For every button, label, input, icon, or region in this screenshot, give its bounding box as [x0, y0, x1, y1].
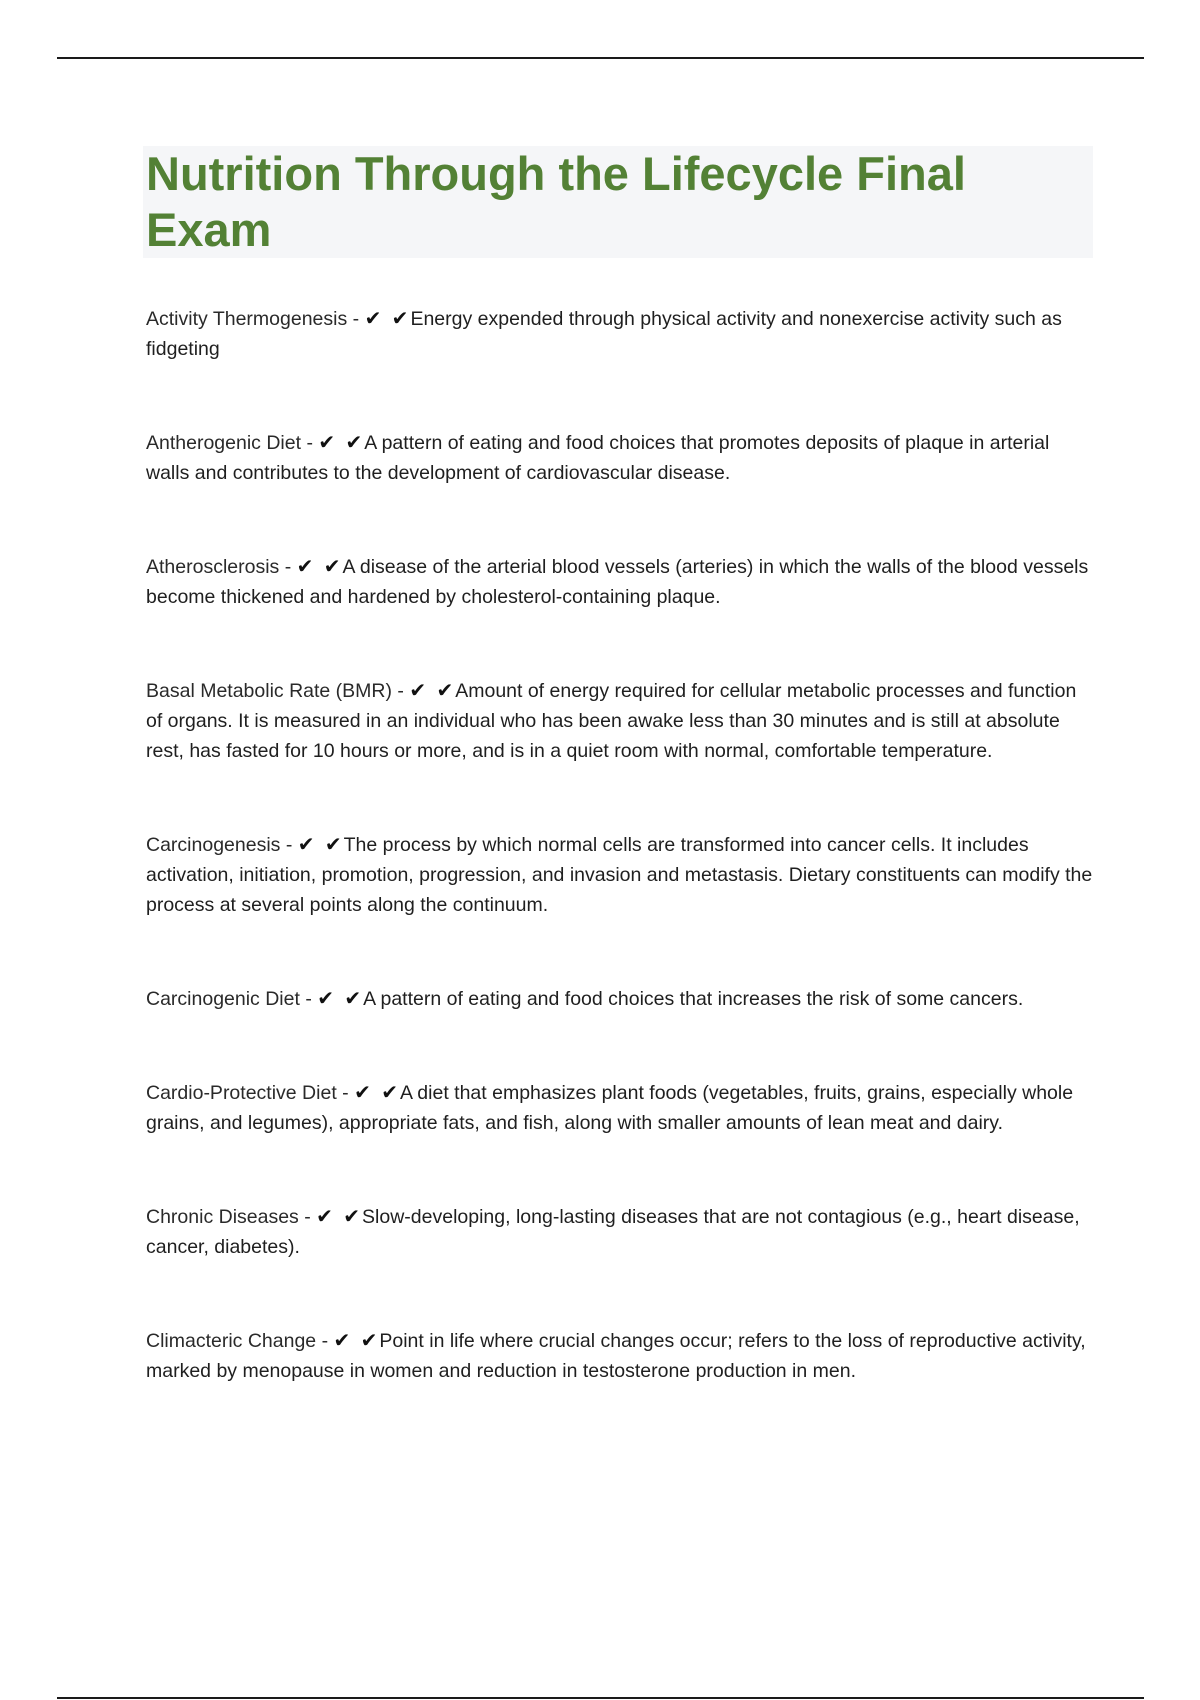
entry-definition: Amount of energy required for cellular metabolic processes and function of organs. It is measured in an individual who has been awake less than 30 minutes and is still at absolute rest, has fasted for 10 hours or more, and is in a quiet room with normal, comfortable temperature.	[146, 680, 1077, 762]
entry-separator: -	[305, 988, 312, 1010]
glossary-list	[146, 303, 1096, 1386]
double-check-icon: ✔ ✔	[316, 1204, 363, 1228]
glossary-entry	[146, 983, 1096, 1014]
glossary-entry	[146, 829, 1096, 920]
top-rule	[57, 57, 1144, 59]
glossary-entry	[146, 551, 1096, 612]
entry-separator: -	[284, 556, 292, 578]
entry-term: Climacteric Change	[146, 1330, 317, 1352]
glossary-entry	[146, 1201, 1096, 1262]
double-check-icon: ✔ ✔	[354, 1080, 400, 1104]
glossary-entry	[146, 427, 1096, 488]
double-check-icon: ✔ ✔	[296, 554, 343, 578]
entry-term: Cardio-Protective Diet	[146, 1082, 337, 1104]
entry-term: Chronic Diseases	[146, 1206, 299, 1228]
entry-definition: A pattern of eating and food choices that increases the risk of some cancers.	[363, 988, 1024, 1010]
entry-term: Carcinogenesis	[146, 834, 281, 856]
entry-term: Activity Thermogenesis	[146, 308, 348, 330]
entry-definition: The process by which normal cells are transformed into cancer cells. It includes activation, initiation, promotion, progression, and invasion and metastasis. Dietary constituents can modify the process at several points along the continuum.	[146, 834, 1093, 916]
double-check-icon: ✔ ✔	[318, 430, 365, 454]
entry-definition: A pattern of eating and food choices that promotes deposits of plaque in arterial walls and contributes to the development of cardiovascular disease.	[146, 432, 1050, 484]
double-check-icon: ✔ ✔	[409, 678, 456, 702]
entry-term: Basal Metabolic Rate (BMR)	[146, 680, 392, 702]
glossary-entry	[146, 303, 1096, 364]
entry-definition: A diet that emphasizes plant foods (vegetables, fruits, grains, especially whole grains, and legumes), appropriate fats, and fish, along with smaller amounts of lean meat and dairy.	[146, 1082, 1074, 1134]
entry-separator: -	[306, 432, 313, 454]
glossary-entry	[146, 675, 1096, 766]
entry-separator: -	[397, 680, 404, 702]
page-title: Nutrition Through the Lifecycle Final Exam	[146, 147, 966, 256]
double-check-icon: ✔ ✔	[364, 306, 411, 330]
entry-separator: -	[342, 1082, 349, 1104]
entry-definition: Point in life where crucial changes occur; refers to the loss of reproductive activity, marked by menopause in women and reduction in testosterone production in men.	[146, 1330, 1086, 1382]
entry-separator: -	[352, 308, 360, 330]
glossary-entry	[146, 1077, 1096, 1138]
entry-separator: -	[285, 834, 293, 856]
entry-separator: -	[304, 1206, 311, 1228]
entry-term: Antherogenic Diet	[146, 432, 302, 454]
entry-definition: A disease of the arterial blood vessels (arteries) in which the walls of the blood vessels become thickened and hardened by cholesterol-containing plaque.	[146, 556, 1089, 608]
entry-definition: Energy expended through physical activity and nonexercise activity such as fidgeting	[146, 308, 1062, 360]
entry-definition: Slow-developing, long-lasting diseases that are not contagious (e.g., heart disease, cancer, diabetes).	[146, 1206, 1080, 1258]
entry-term: Carcinogenic Diet	[146, 988, 300, 1010]
double-check-icon: ✔ ✔	[297, 832, 344, 856]
entry-term: Atherosclerosis	[146, 556, 280, 578]
double-check-icon: ✔ ✔	[333, 1328, 380, 1352]
entry-separator: -	[321, 1330, 329, 1352]
double-check-icon: ✔ ✔	[317, 986, 364, 1010]
bottom-rule	[57, 1697, 1144, 1699]
glossary-entry	[146, 1325, 1096, 1386]
